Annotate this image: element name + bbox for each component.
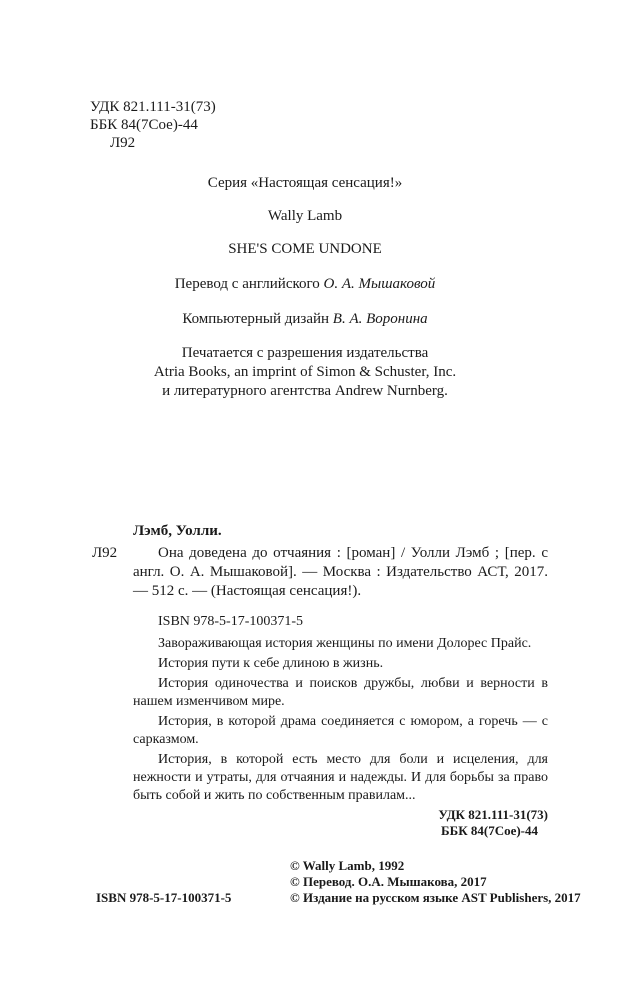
translator-name: О. А. Мышаковой <box>323 276 436 292</box>
copyright-line: © Издание на русском языке AST Publishers, 2017 <box>290 890 581 905</box>
permission-line: Atria Books, an imprint of Simon & Schuster, Inc. <box>153 364 457 380</box>
translation-label: Перевод с английского <box>174 276 320 292</box>
annotation-paragraph: История одиночества и поисков дружбы, любви и верности в нашем изменчивом мире. <box>133 676 548 709</box>
catalog-entry <box>133 544 548 839</box>
annotation-paragraph: История, в которой есть место для боли и исцеления, для нежности и утраты, для отчаяния и надежды. И для борьбы за право быть собой и жить по собственным правилам... <box>133 752 548 803</box>
catalog-code: Л92 <box>92 545 118 561</box>
annotation-paragraph: Завораживающая история женщины по имени Долорес Прайс. <box>158 636 532 651</box>
permission-line: Печатается с разрешения издательства <box>181 345 429 361</box>
original-title: SHE'S COME UNDONE <box>228 241 382 257</box>
annotation <box>133 635 548 805</box>
catalog-udk: УДК 821.111-31(73) <box>438 807 548 822</box>
bbk-code: ББК 84(7Сое)-44 <box>90 117 198 133</box>
catalog-author-heading: Лэмб, Уолли. <box>133 523 222 539</box>
catalog-description: Она доведена до отчаяния : [роман] / Уолли Лэмб ; [пер. с англ. О. А. Мышаковой]. — Москва : Издательство АСТ, 2017. — 512 с. — (Настоящая сенсация!). <box>133 545 548 599</box>
copyright-line: © Перевод. О.А. Мышакова, 2017 <box>290 874 487 889</box>
design-label: Компьютерный дизайн <box>182 311 330 327</box>
copyright-line: © Wally Lamb, 1992 <box>290 858 405 873</box>
annotation-paragraph: История, в которой драма соединяется с юмором, а горечь — с сарказмом. <box>133 714 548 747</box>
author-code: Л92 <box>110 135 136 151</box>
permission-line: и литературного агентства Andrew Nurnberg. <box>162 383 448 399</box>
original-author: Wally Lamb <box>267 208 343 224</box>
udk-code: УДК 821.111-31(73) <box>90 99 216 115</box>
design-credit <box>0 310 610 328</box>
catalog-bbk: ББК 84(7Сое)-44 <box>441 823 539 838</box>
designer-name: В. А. Воронина <box>332 311 428 327</box>
footer-isbn: ISBN 978-5-17-100371-5 <box>96 890 232 905</box>
catalog-isbn: ISBN 978-5-17-100371-5 <box>158 614 304 629</box>
translation-credit <box>0 275 610 293</box>
annotation-paragraph: История пути к себе длиною в жизнь. <box>158 656 384 671</box>
series-title: Серия «Настоящая сенсация!» <box>207 175 403 191</box>
catalog-codes <box>133 807 548 839</box>
